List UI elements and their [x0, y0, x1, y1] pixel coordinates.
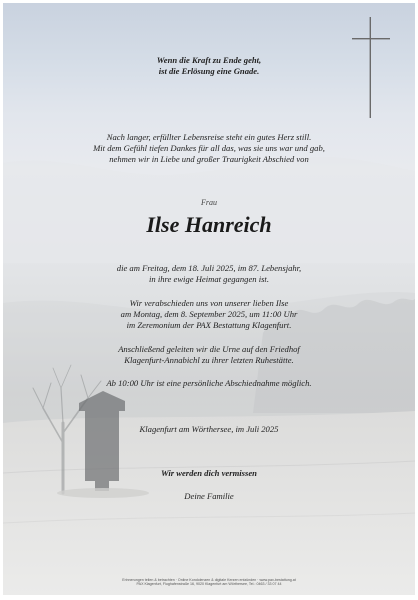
- deceased-name: Ilse Hanreich: [146, 212, 272, 237]
- death-line: die am Freitag, dem 18. Juli 2025, im 87. Lebensjahr,: [116, 263, 302, 273]
- closing-family: [0, 491, 418, 502]
- service-line: Wir verabschieden uns von unserer lieben Ilse: [129, 298, 289, 308]
- intro-line: nehmen wir in Liebe und großer Traurigkeit Abschied von: [109, 154, 309, 164]
- funeral-service: [0, 298, 418, 331]
- motto: [0, 55, 418, 77]
- closing-miss: [0, 468, 418, 479]
- footer: [0, 578, 418, 587]
- motto-line: ist die Erlösung eine Gnade.: [158, 66, 260, 76]
- service-line: am Montag, dem 8. September 2025, um 11:00 Uhr: [120, 309, 298, 319]
- footer-line: Erinnerungen teilen & betrachten · Online Kondolenzen & digitale Kerzen entzünden · www.pax-bestattung.at: [122, 578, 296, 582]
- footer-line: PAX Klagenfurt, Flughafenstraße 16, 9020 Klagenfurt am Wörthersee, Tel.: 0463 / 33 07 44: [136, 582, 282, 587]
- honorific-text: Frau: [201, 198, 217, 207]
- death-line: in ihre ewige Heimat gegangen ist.: [149, 274, 269, 284]
- intro-text: [0, 132, 418, 165]
- intro-line: Mit dem Gefühl tiefen Dankes für all das, was sie uns war und gab,: [93, 143, 325, 153]
- closing-family-text: Deine Familie: [184, 491, 234, 501]
- service-line: im Zeremonium der PAX Bestattung Klagenfurt.: [126, 320, 292, 330]
- urn-line: Anschließend geleiten wir die Urne auf den Friedhof: [118, 344, 300, 354]
- intro-line: Nach langer, erfüllter Lebensreise steht ein gutes Herz still.: [106, 132, 312, 142]
- urn-burial: [0, 344, 418, 366]
- motto-line: Wenn die Kraft zu Ende geht,: [156, 55, 262, 65]
- place-date-text: Klagenfurt am Wörthersee, im Juli 2025: [139, 424, 279, 434]
- personal-farewell: [0, 378, 418, 389]
- death-notice: [0, 263, 418, 285]
- honorific: [0, 197, 418, 208]
- closing-miss-text: Wir werden dich vermissen: [161, 468, 257, 478]
- farewell-line: Ab 10:00 Uhr ist eine persönliche Abschiednahme möglich.: [106, 378, 312, 388]
- snow-field: [3, 411, 415, 595]
- place-date: [0, 424, 418, 435]
- urn-line: Klagenfurt-Annabichl zu ihrer letzten Ruhestätte.: [124, 355, 294, 365]
